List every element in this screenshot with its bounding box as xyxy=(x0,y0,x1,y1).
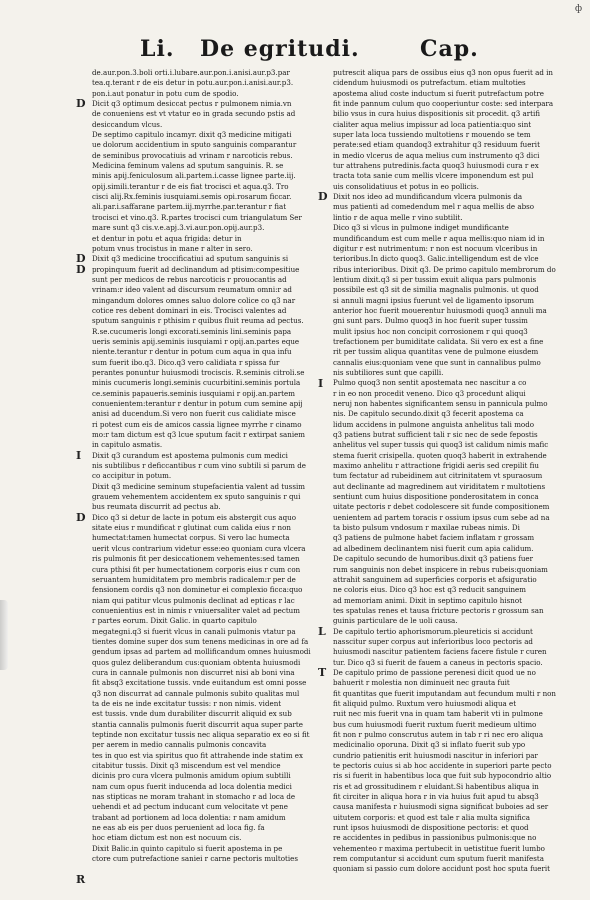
text-line: est tussis. vnde dum durabiliter discurrit aliquid ex sub xyxy=(92,709,292,719)
text-line: fit aliquid pulmo. Ruxtum vero huiusmodi aliqua et xyxy=(333,698,517,708)
text-line: perate:sed etiam quandoq3 extrahitur q3 residuum fuerit xyxy=(333,140,540,150)
text-line: de conueniens est vt vtatur eo in grada secundo pstis ad xyxy=(92,109,296,119)
text-line: fit inde pannum culum quo cooperiuntur coste: sed interpara xyxy=(333,99,554,109)
text-line: citabitur tussis. Dixit q3 miscendum est vel mendice xyxy=(92,761,281,771)
text-line: attrahit sanguinem ad superficies corporis et afsiguratio xyxy=(333,574,537,584)
text-line: ruit nec mis fuerit vna in quam tam haberit vti in pulmone xyxy=(333,709,543,719)
text-line: Dixit q3 medicine seminum stupefacientia valent ad tussim xyxy=(92,481,305,491)
text-line: guinis particulare de le uoli causa. xyxy=(333,616,458,626)
text-line: conuenientem:terantur r dentur in potum cum semine apij xyxy=(92,399,303,408)
text-line: perantes ponuntur huiusmodi trociscis. R.seminis citroli.se xyxy=(92,367,305,377)
text-line: nam cum opus fuerit inducenda ad loca dolentia medici xyxy=(92,781,292,791)
text-line: tum fectatur ad rubeidinem aut citrinitatem vt spuraosum xyxy=(333,471,543,481)
text-line: Dixit nos ideo ad mundificandum vlcera pulmonis da xyxy=(333,192,523,202)
text-line: Dixit q3 curandum est apostema pulmonis cum medici xyxy=(92,450,288,460)
folio-number: Li. xyxy=(140,36,175,62)
text-line: anisi ad ducendum.Si vero non fuerit cus calidiate misce xyxy=(92,409,296,419)
text-line: pon.i.aut ponatur in potu cum de spodio. xyxy=(92,88,239,98)
text-line: cundrio patienitis erit huiusmodi nascitur in inferiori par xyxy=(333,750,538,760)
text-line: anterior hoc fuerit mouerentur huiusmodi quoq3 annuli ma xyxy=(333,305,547,315)
text-line: ali.par.i.saffarane partem.iij.myrrhe.par.terantur r fiat xyxy=(92,202,287,212)
text-line: nis. De capitulo secundo.dixit q3 fecerit apostema ca xyxy=(333,409,524,419)
text-line: conuenientius est in nimis r vniuersaliter valet ad pectum xyxy=(92,605,300,615)
text-line: bahuerit r molestia non diminueit nec grauta fuit xyxy=(333,678,510,688)
text-line: De septimo capitulo incamyr. dixit q3 medicine mitigati xyxy=(92,130,292,140)
text-line: quos gulez deliberandum cus:quoniam obtenta huiusmodi xyxy=(92,657,301,667)
text-line: seruantem humiditatem pro membris radicalem:r per de xyxy=(92,574,296,584)
margin-letter: D xyxy=(318,190,328,204)
text-line: sum fuerit ibo.q3. Dico.q3 vero calidiata r spissa fur xyxy=(92,357,280,367)
text-line: nis subtiliores sunt que capilli. xyxy=(333,367,444,377)
text-line: ris pulmonis fit per desiccationem vehementes:sed tamen xyxy=(92,554,300,564)
text-line: putrescit aliqua pars de ossibus eius q3 non opus fuerit ad in xyxy=(333,68,553,77)
text-line: stantia cannalis pulmonis fuerit discurrit aqua super parte xyxy=(92,719,303,729)
text-line: cidendum huiusmodi os putrefactum. etiam multoties xyxy=(333,78,526,88)
text-line: minis cucumeris longi.seminis cucurbitini.seminis portula xyxy=(92,378,301,388)
text-line: de.aur.pon.3.boli orti.i.lubare.aur.pon.i.anisi.aur.p3.par xyxy=(92,68,290,77)
text-line: mo:r tam dictum est q3 lcue sputum facit r extirpat saniem xyxy=(92,430,306,440)
text-line: in capitulo asmatis. xyxy=(92,440,163,450)
text-line: sentiunt cum huius dispositione ponderositatem in conca xyxy=(333,492,539,502)
text-line: mare sunt q3 cis.v.e.apj.3.vi.aur.pon.opij.aur.p3. xyxy=(92,223,265,233)
text-line: uehendi et ad pectum inducant cum velocitate vt pene xyxy=(92,802,288,812)
text-line: Medicina feminum valens ad sputum sanguinis. R. se xyxy=(92,161,284,171)
text-line: mingandum dolores omnes saluo dolore colice co q3 nar xyxy=(92,295,296,305)
text-line: ueris seminis apij.seminis iusquiami r opij.an.partes eque xyxy=(92,336,300,346)
text-line: co accipitur in potum. xyxy=(92,471,172,481)
text-line: lintio r de aqua melle r vino subtilit. xyxy=(333,212,463,222)
corner-mark: ф xyxy=(574,4,582,14)
text-line: medicinalio oporuna. Dixit q3 si inflato fuerit sub ypo xyxy=(333,740,526,750)
text-line: tur attrahens putredinis.facta quoq3 huiusmodi cura r ex xyxy=(333,161,539,171)
text-line: ris et ad grossitudinem r eluidant.Si habentibus aliqua in xyxy=(333,781,539,791)
margin-letter: T xyxy=(318,666,327,680)
text-line: ribus interioribus. Dixit q3. De primo capitulo membrorum do xyxy=(333,264,556,274)
text-line: mulit ipsius hoc non concipit corrosionem r qui quoq3 xyxy=(333,326,528,336)
margin-letter: D xyxy=(76,252,86,266)
margin-letter: I xyxy=(76,448,82,462)
text-line: gendum ipsas ad partem ad mollificandum omnes huiusmodi xyxy=(92,647,311,657)
text-line: niente.terantur r dentur in potum cum aqua in qua infu xyxy=(92,347,292,357)
text-line: uis consolidatiuus et potus in eo pollicis. xyxy=(333,181,479,191)
text-line: digitur r est nutrimentum: r non est nocuum vlceribus in xyxy=(333,243,538,253)
text-line: uitate pectoris r debet codolescere sit funde compositionem xyxy=(333,502,550,512)
text-line: cotice res debent dominari in eis. Trocisci valentes ad xyxy=(92,305,287,315)
text-line: tientes domine super dos sum tenens medicinas in ore ad fa xyxy=(92,636,309,646)
text-line: cialiter aqua melius impissur ad loca patientia:quo sint xyxy=(333,119,532,129)
margin-letter: D xyxy=(76,262,86,276)
text-line: et dentur in potu et aqua frigida: detur in xyxy=(92,233,242,243)
text-line: vrinam:r ideo valent ad discursum reumatum omni:r ad xyxy=(92,285,292,295)
text-line: cura in cannale pulmonis non discurret nisi ab boni vina xyxy=(92,667,295,677)
text-line: ta de eis ne inde excitatur tussis: r non nimis. vident xyxy=(92,698,282,708)
text-line: q3 patiens de pulmone habet faciem inflatam r grossam xyxy=(333,533,535,543)
text-line: humectat:tamen humectat corpus. Si vero lac humecta xyxy=(92,533,290,543)
text-line: neruj non habentes significantem sensu in pannicula pulmo xyxy=(333,399,548,408)
text-line: te pectoris cuius si ab hoc accidente in superiori parte pecto xyxy=(333,761,552,771)
text-line: in medio vlcerus de aqua melius cum instrumento q3 dici xyxy=(333,150,540,160)
margin-letter: I xyxy=(318,376,324,390)
right-text-column xyxy=(333,68,556,875)
text-line: ris si fuerit in habentibus loca que fuit sub hypocondrio altio xyxy=(333,771,552,781)
text-line: ad memoriam animi. Dixit in septimo capitulo hisnot xyxy=(333,595,522,605)
text-line: tes spatulas renes et tausa fricture pectoris r grossum san xyxy=(333,605,544,615)
text-line: de seminibus provocatiuis ad vrinam r narcoticis rebus. xyxy=(92,150,293,160)
text-line: tea.q.terant r de eis detur in potu.aur.pon.i.anisi.aur.p3. xyxy=(92,78,294,88)
text-line: si annuli magni ipsius fuerunt vel de ligamento ipsorum xyxy=(333,295,534,305)
text-line: bilio vsus in cura huius dispositionis sit procedit. q3 artifi xyxy=(333,109,540,119)
text-line: nis subtilibus r deficcantibus r cum vino subtili si parum de xyxy=(92,461,306,471)
margin-letter: D xyxy=(76,511,86,525)
text-line: Dicit q3 optimum desiccat pectus r pulmonem nimia.vn xyxy=(92,99,292,109)
text-line: cannalis eius:quoniam vene que sunt in cannalibus pulmo xyxy=(333,357,541,367)
text-line: potum vnus trocistus in mane r alter in sero. xyxy=(92,243,253,253)
text-line: ctore cum putrefactione saniei r carne pectoris multoties xyxy=(92,854,298,864)
text-line: cura pthisi fit per humectationem corporis eius r cum con xyxy=(92,564,301,574)
text-line: stema fuerit crisipella. quoten quoq3 haberit in extrahende xyxy=(333,450,547,460)
text-line: rum sanguinis non debet inspicere in rebus rubeis:quoniam xyxy=(333,564,548,574)
text-line: ne coloris eius. Dico q3 hoc est q3 reducit sanguinem xyxy=(333,585,526,595)
text-line: propinquum fuerit ad declinandum ad ptisim:compesitiue xyxy=(92,264,300,274)
text-line: gni sunt pars. Dulmo quoq3 in hoc fuerit super tussim xyxy=(333,316,528,326)
text-line: causa manifesta r huiusmodi signa significat buboies ad ser xyxy=(333,802,549,812)
text-line: opij.simili.terantur r de eis fiat trocisci et aqua.q3. Tro xyxy=(92,181,289,191)
text-line: lidum accidens in pulmone anguista anhelitus tali modo xyxy=(333,419,535,429)
text-line: ta bisto pulsum vndosum r maxilae rubeas nimis. Di xyxy=(333,523,520,533)
text-line: tur. Dico q3 si fuerit de fauem a caneus in pectoris spacio. xyxy=(333,657,543,667)
text-line: De capitulo secundo de humoribus.dixit q3 patiens fuer xyxy=(333,554,534,564)
text-line: lentium dixit.q3 si per tussim exuit aliqua pars pulmonis xyxy=(333,274,537,284)
text-line: ce.seminis papaueris.seminis iusquiami r opij.an.partem xyxy=(92,388,295,398)
text-line: fit quantitas que fuerit imputandam aut fecundum multi r non xyxy=(333,688,556,698)
text-line: r partes eorum. Dixit Galic. in quarto capitulo xyxy=(92,616,257,626)
text-line: rem computantur si accidunt cum sputum fuerit manifesta xyxy=(333,854,544,864)
text-line: possibile est q3 sit de similia magnalis pulmonis. ut quod xyxy=(333,285,539,295)
text-line: maximo anhelitu r attractione frigidi aeris sed crepilit fiu xyxy=(333,461,539,471)
text-line: megategni.q3 si fuerit vlcus in canali pulmonis vtatur pa xyxy=(92,626,296,636)
text-line: vehementeo r maxima pertubecit in uetistitue fuerit lumbo xyxy=(333,843,545,853)
text-line: uitutem corporis: et quod est tale r alia multa significa xyxy=(333,812,530,822)
text-line: per aerem in medio cannalis pulmonis concavita xyxy=(92,740,267,750)
text-line: aut declinante ad magredinem aut viriditatem r multotiens xyxy=(333,481,546,491)
running-title: De egritudi. xyxy=(200,36,360,62)
chapter-label: Cap. xyxy=(420,36,479,62)
text-line: grauem vehementem accidentem ex sputo sanguinis r qui xyxy=(92,492,301,502)
text-line: dicinis pro cura vlcera pulmonis amidum opium subtilli xyxy=(92,771,291,781)
text-line: Dixit Balic.in quinto capitulo si fuerit apostema in pe xyxy=(92,843,283,853)
text-line: Dixit q3 medicine troccificatiui ad sputum sanguinis si xyxy=(92,254,289,264)
text-line: Dico q3 si vlcus in pulmone indiget mundificante xyxy=(333,223,509,233)
text-line: R.se.cucumeris longi excorati.seminis lini.seminis papa xyxy=(92,326,292,336)
text-line: fit circiter in aliqua hora r in via huius fuit apud tu absq3 xyxy=(333,792,539,802)
text-line: hoc etiam dictum est non est nocuum cis. xyxy=(92,833,242,843)
text-line: Dico q3 si detur de lacte in potum eis abstergit cus aquo xyxy=(92,512,296,522)
text-line: fit non r pulmo conscrutus autem in tab r ri nec ero aliqua xyxy=(333,730,544,739)
text-line: apostema aliud coste inductum si fuerit putrefactum potre xyxy=(333,88,544,98)
text-line: ne eas ab eis per duos peruenient ad loca fig. fa xyxy=(92,823,265,833)
running-head xyxy=(0,36,590,68)
text-line: De capitulo primo de passione perenesi dicit quod ue no xyxy=(333,667,536,677)
text-line: uerit vlcus contrarium videtur esse:eo quoniam cura vlcera xyxy=(92,543,306,553)
left-text-column xyxy=(92,68,311,864)
text-line: nasscitur super corpus aut inferioribus loco pectoris ad xyxy=(333,636,533,646)
text-line: rit per tussim aliqua quantitas vene de pulmone eiusdem xyxy=(333,347,539,357)
text-line: fensionem cordis q3 non dominetur ei complexio ficca:quo xyxy=(92,585,303,595)
margin-letter: D xyxy=(76,97,86,111)
text-line: trefactionem per bumiditate calidata. Sii vero ex est a fine xyxy=(333,336,544,346)
text-line: q3 non discurrat ad cannale pulmonis subito qualitas mul xyxy=(92,688,300,698)
text-line: mundificandum est cum melle r aqua mellis:quo niam id in xyxy=(333,233,545,243)
text-line: ad albedinem declinantem nisi fuerit cum apia calidum. xyxy=(333,543,534,553)
text-line: super lata loca tussiendo multotiens r mouendo se tem xyxy=(333,130,531,140)
page-edge-shadow xyxy=(0,600,8,670)
text-line: minis apij.feniculosum ali.partem.i.casse lignee parte.iij. xyxy=(92,171,296,181)
text-line: cisci alij.Rx.feminis iusquiami.semis opi.rosarum ficcar. xyxy=(92,192,292,202)
text-line: sunt per medicos de rebus narcoticis r prouocantis ad xyxy=(92,274,287,284)
text-line: tracta tota sanie cum mellis vlcere imponendum est pul xyxy=(333,171,534,181)
text-line: ri potest cum eis de amicos cassia lignee myrrhe r cinamo xyxy=(92,419,302,429)
text-line: trocisci et vino.q3. R.partes trocisci cum triangulatum Ser xyxy=(92,212,302,222)
text-line: mus patienti ad comedendum mel r aqua mellis de abso xyxy=(333,202,535,212)
text-line: bus reumata discurrit ad pectus ab. xyxy=(92,502,221,512)
margin-letter: L xyxy=(318,624,326,638)
text-line: sitate eius r mundificat r glutinat cum calida eius r non xyxy=(92,523,291,533)
text-line: terioribus.In dicto quoq3. Galic.intelligendum est de vlce xyxy=(333,254,539,264)
text-line: tes in quo est via spiritus quo fit attrahende inde statim ex xyxy=(92,750,304,760)
text-line: trabant ad portionem ad loca dolentia: r nam amidum xyxy=(92,812,286,822)
text-line: runt ipsos huiusmodi de dispositione pectoris: et quod xyxy=(333,823,529,833)
margin-letter: R xyxy=(76,873,86,887)
text-line: nas stipticas ne moram trahant in stomacho r ad loca de xyxy=(92,792,296,802)
text-line: uenientem ad partem toracis r ossium ipsus cum sebe ad na xyxy=(333,512,550,522)
text-line: teptinde non excitatur tussis nec aliqua separatio ex eo si fit xyxy=(92,730,310,739)
text-line: bus cum huiusmodi fuerit ruxtum fuerit medieum ultimo xyxy=(333,719,537,729)
text-line: huiusmodi nascitur patientem faciens facere fistule r curen xyxy=(333,647,547,657)
text-line: quoniam si passio cum dolore accidunt post hoc sputa fuerit xyxy=(333,864,550,874)
text-line: ue dolorum accidentium in sputo sanguinis comparantur xyxy=(92,140,297,150)
text-line: q3 patiens butrat sufficient tali r sic nec de sede fepostis xyxy=(333,430,538,440)
text-line: r in eo non procedit veneno. Dico q3 procedunt aliqui xyxy=(333,388,526,398)
text-line: sputum sanguinis r pthisim r quibus fluit reuma ad pectus. xyxy=(92,316,304,326)
text-line: Pulmo quoq3 non sentit apostemata nec nascitur a co xyxy=(333,378,527,388)
text-line: re accidentes in pedibus in passionibus pulmonis:que no xyxy=(333,833,537,843)
text-line: anhelitus vel super tussis qui quoq3 ist calidum nimis mafic xyxy=(333,440,549,450)
text-line: fit absq3 excitatione tussis. vnde euitandum est omni posse xyxy=(92,678,307,688)
text-line: De capitulo tertio aphorismorum.pleureticis si accidunt xyxy=(333,626,533,636)
text-line: desiccandum vlcus. xyxy=(92,119,163,129)
text-line: niam qui patitur vlcus pulmonis declinat ad epticas r lac xyxy=(92,595,295,605)
